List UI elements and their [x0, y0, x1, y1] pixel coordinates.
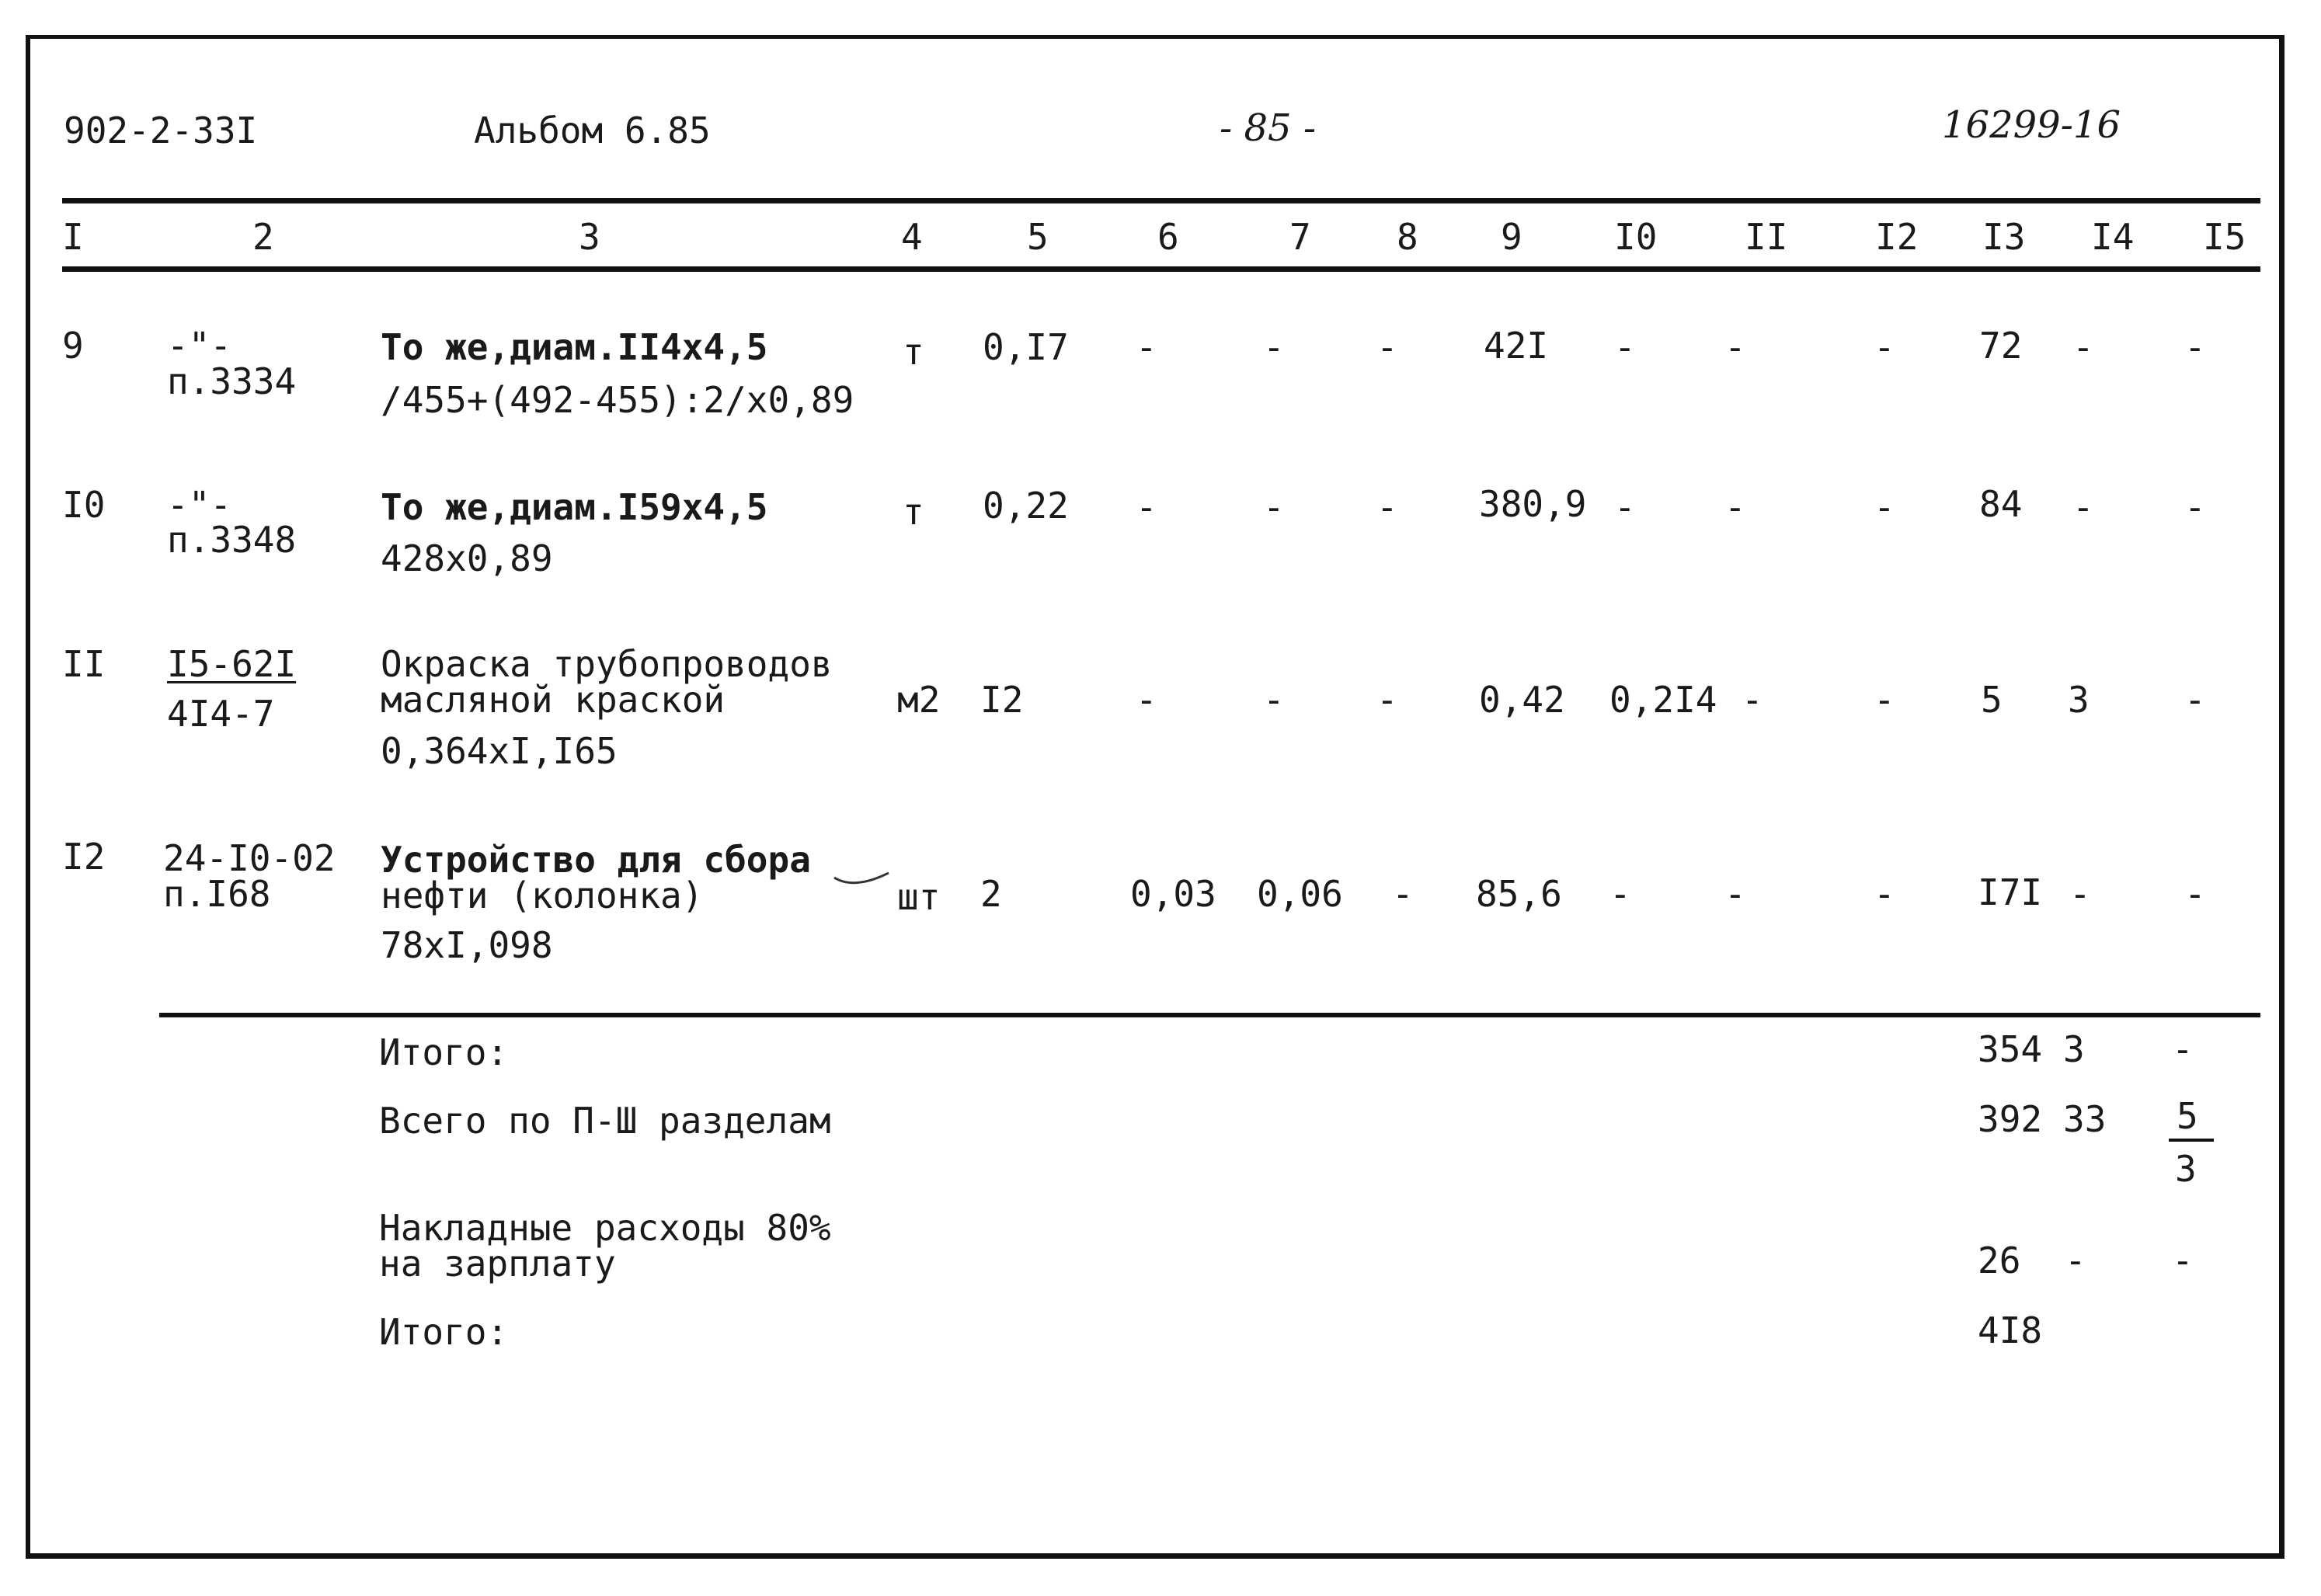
row-number: 9 [62, 325, 84, 367]
work-description: масляной краской [381, 679, 726, 721]
cell-col13: 72 [1979, 325, 2023, 367]
work-description: Устройство для сбора [381, 839, 811, 881]
total-label: Всего по П-Ш разделам [379, 1100, 831, 1142]
cell-col14: - [2069, 873, 2091, 915]
total-label: Накладные расходы 80% [379, 1207, 831, 1249]
col-header-15: I5 [2203, 216, 2246, 258]
doc-code: 902-2-33I [64, 110, 258, 151]
total-label: на зарплату [379, 1243, 616, 1285]
cell-col6: - [1136, 486, 1157, 528]
work-description: То же,диам.I59х4,5 [381, 486, 768, 528]
col-header-6: 6 [1157, 216, 1179, 258]
cell-col6: - [1136, 326, 1157, 368]
norm-code: 24-I0-02 [163, 837, 336, 879]
unit: м2 [897, 679, 941, 721]
work-description: Окраска трубопроводов [381, 643, 833, 685]
cell-col7: 0,06 [1257, 873, 1343, 915]
total-col15-denominator: 3 [2175, 1148, 2197, 1190]
total-col14: - [2065, 1240, 2086, 1281]
total-col13: 392 [1978, 1098, 2043, 1140]
cell-col13: 84 [1979, 483, 2023, 525]
cell-col13: 5 [1981, 679, 2003, 721]
header-bottom-rule [62, 266, 2260, 272]
cell-col8: - [1376, 679, 1398, 721]
col-header-13: I3 [1982, 216, 2026, 258]
cell-col9: 42I [1484, 325, 1549, 367]
col-header-1: I [62, 216, 84, 258]
norm-code: -"- [167, 325, 232, 367]
cell-col8: - [1392, 873, 1414, 915]
cell-col10: - [1614, 486, 1636, 528]
cell-col12: - [1874, 679, 1895, 721]
col-header-10: I0 [1614, 216, 1658, 258]
col-header-2: 2 [252, 216, 274, 258]
cell-col9: 380,9 [1479, 483, 1587, 525]
cell-col14: - [2072, 326, 2094, 368]
document-number: 16299-16 [1942, 103, 2121, 147]
cell-col10: - [1609, 873, 1631, 915]
total-col13: 354 [1978, 1028, 2043, 1070]
col-header-5: 5 [1027, 216, 1049, 258]
cell-col11: - [1724, 873, 1746, 915]
quantity: 0,I7 [983, 326, 1069, 368]
page-frame [26, 35, 2284, 1559]
norm-code: п.3334 [167, 360, 297, 402]
norm-code: I5-62I [167, 643, 297, 685]
totals-rule [159, 1013, 2260, 1017]
row-number: I0 [62, 484, 106, 526]
unit: т [903, 331, 924, 373]
col-header-4: 4 [901, 216, 923, 258]
cell-col7: - [1263, 486, 1285, 528]
quantity: 2 [980, 873, 1002, 915]
cell-col6: 0,03 [1130, 873, 1216, 915]
norm-code: п.I68 [163, 873, 271, 915]
cell-col15: - [2184, 486, 2206, 528]
pen-stroke-mark [831, 862, 893, 893]
total-col15: - [2172, 1028, 2194, 1070]
cell-col11: - [1724, 326, 1746, 368]
col-header-3: 3 [579, 216, 600, 258]
col-header-7: 7 [1289, 216, 1311, 258]
work-description: 0,364хI,I65 [381, 730, 618, 772]
cell-col15: - [2184, 326, 2206, 368]
col-header-8: 8 [1397, 216, 1418, 258]
cell-col9: 85,6 [1476, 873, 1562, 915]
cell-col6: - [1136, 679, 1157, 721]
cell-col12: - [1874, 486, 1895, 528]
cell-col12: - [1874, 873, 1895, 915]
norm-code: 4I4-7 [167, 693, 275, 735]
norm-code: п.3348 [167, 519, 297, 561]
cell-col12: - [1874, 326, 1895, 368]
total-col15-numerator: 5 [2177, 1095, 2198, 1137]
cell-col13: I7I [1978, 871, 2043, 913]
cell-col9: 0,42 [1479, 679, 1565, 721]
cell-col14: - [2072, 486, 2094, 528]
page-number: - 85 - [1220, 106, 1317, 150]
cell-col10: 0,2I4 [1609, 679, 1717, 721]
total-label: Итого: [379, 1031, 509, 1073]
row-number: I2 [62, 836, 106, 878]
cell-col11: - [1724, 486, 1746, 528]
cell-col8: - [1376, 326, 1398, 368]
row-number: II [62, 643, 106, 685]
quantity: I2 [980, 679, 1024, 721]
cell-col15: - [2184, 679, 2206, 721]
cell-col15: - [2184, 873, 2206, 915]
work-description: То же,диам.II4х4,5 [381, 326, 768, 368]
fraction-bar [2169, 1139, 2214, 1142]
quantity: 0,22 [983, 485, 1069, 527]
total-col14: 33 [2063, 1098, 2107, 1140]
col-header-12: I2 [1875, 216, 1919, 258]
cell-col7: - [1263, 326, 1285, 368]
album-label: Альбом 6.85 [474, 110, 711, 151]
work-description: 428х0,89 [381, 537, 553, 579]
cell-col11: - [1742, 679, 1763, 721]
col-header-11: II [1745, 216, 1788, 258]
work-description: 78хI,098 [381, 924, 553, 966]
cell-col7: - [1263, 679, 1285, 721]
cell-col10: - [1614, 326, 1636, 368]
work-description: /455+(492-455):2/х0,89 [381, 379, 854, 421]
total-label: Итого: [379, 1311, 509, 1353]
unit: т [903, 491, 924, 533]
header-top-rule [62, 198, 2260, 203]
work-description: нефти (колонка) [381, 874, 704, 916]
col-header-9: 9 [1501, 216, 1522, 258]
cell-col14: 3 [2068, 679, 2090, 721]
total-col13: 26 [1978, 1240, 2021, 1281]
total-col13: 4I8 [1978, 1309, 2043, 1351]
norm-code: -"- [167, 484, 232, 526]
unit: шт [897, 876, 941, 918]
col-header-14: I4 [2091, 216, 2135, 258]
total-col14: 3 [2063, 1028, 2085, 1070]
total-col15: - [2172, 1240, 2194, 1281]
cell-col8: - [1376, 486, 1398, 528]
